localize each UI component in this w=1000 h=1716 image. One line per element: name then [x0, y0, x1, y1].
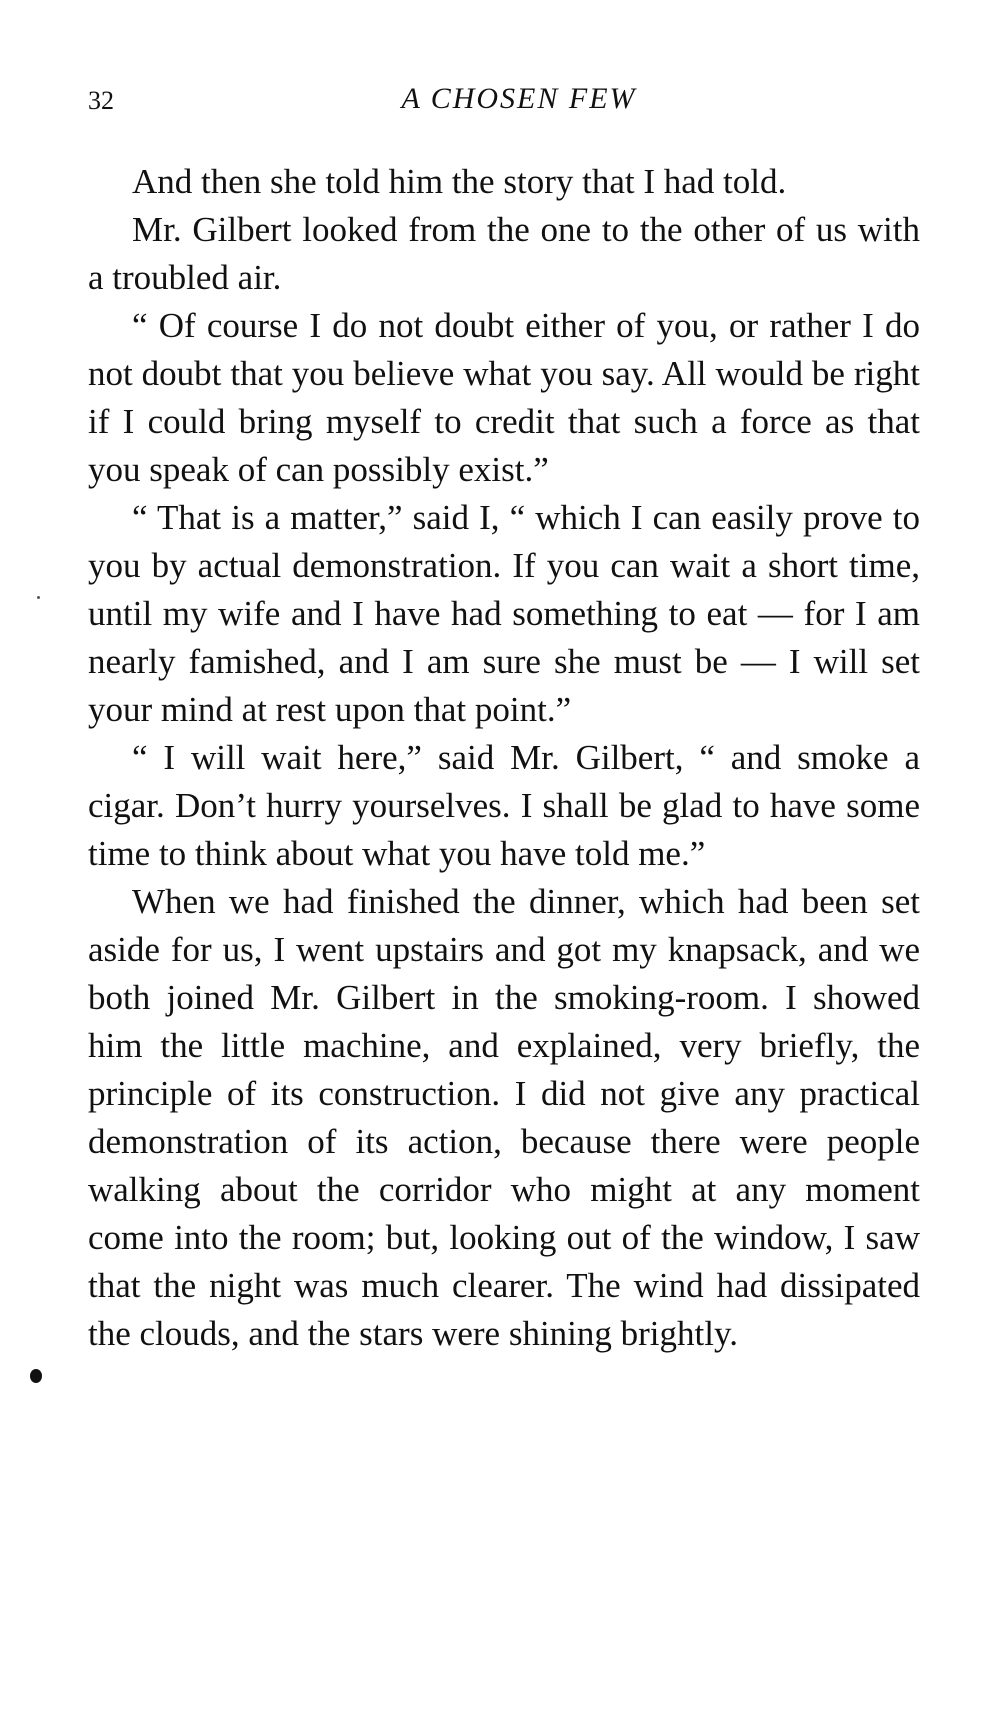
running-head: [88, 82, 920, 122]
paragraph: “ I will wait here,” said Mr. Gilbert, “ and smoke a cigar. Don’t hurry yourselves. I shall be glad to have some time to think about what you have told me.”: [88, 738, 920, 873]
paragraph: And then she told him the story that I had told.: [132, 162, 787, 201]
paragraph: “ Of course I do not doubt either of you, or rather I do not doubt that you believe what you say. All would be right if I could bring myself to credit that such a force as that you speak of can possibly exist.”: [88, 306, 920, 489]
paragraph: “ That is a matter,” said I, “ which I can easily prove to you by actual demonstration. If you can wait a short time, until my wife and I have had something to eat — for I am nearly famished, and I am sure she must be — I will set your mind at rest upon that point.”: [88, 498, 920, 729]
margin-speck: [37, 596, 40, 599]
paragraph: Mr. Gilbert looked from the one to the other of us with a troubled air.: [88, 210, 920, 297]
body-text: [88, 158, 920, 1358]
paragraph: When we had finished the dinner, which had been set aside for us, I went upstairs and got my knapsack, and we both joined Mr. Gilbert in the smoking-room. I showed him the little machine, and explained, very briefly, the principle of its construction. I did not give any practical demonstration of its action, because there were people walking about the corridor who might at any moment come into the room; but, looking out of the window, I saw that the night was much clearer. The wind had dissipated the clouds, and the stars were shining brightly.: [88, 882, 920, 1353]
page-number: 32: [88, 86, 114, 115]
margin-ink-blot: [30, 1369, 42, 1383]
book-title: A CHOSEN FEW: [401, 82, 637, 115]
